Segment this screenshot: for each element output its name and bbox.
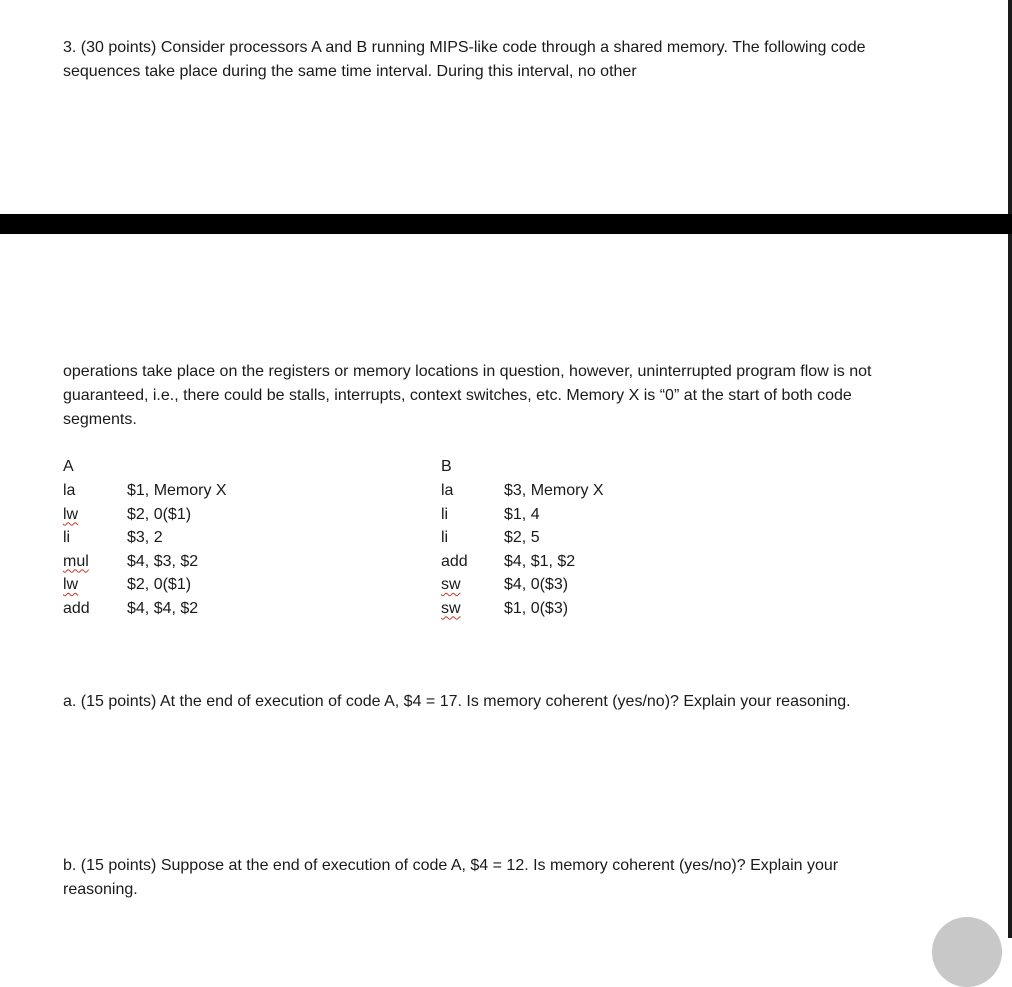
question-intro-part1: 3. (30 points) Consider processors A and B running MIPS-like code through a shared memory. The following code sequences take place during the same time interval. During this interval, no other: [63, 39, 866, 80]
code-a-arg: $4, $4, $2: [127, 599, 199, 617]
code-b-op: la: [441, 482, 454, 499]
code-b-arg: $4, 0($3): [504, 576, 569, 593]
code-a-arg: $2, 0($1): [127, 576, 192, 593]
code-b-op: sw: [441, 576, 461, 593]
code-b-header-label: B: [441, 458, 452, 475]
code-b-op: add: [441, 552, 468, 570]
code-b-arg: $4, $1, $2: [504, 552, 576, 570]
code-a-op: la: [63, 482, 76, 499]
code-a-header-label: A: [63, 458, 74, 475]
question-intro-part2: operations take place on the registers or memory locations in question, however, uninterrupted program flow is not guaranteed, i.e., there could be stalls, interrupts, context switches, etc. Memory X is “0” at the start of both code segments.: [63, 363, 872, 428]
code-b-op: li: [441, 505, 449, 523]
code-b-ops: [441, 479, 468, 620]
code-b-op: sw: [441, 599, 461, 617]
code-a-arg: $4, $3, $2: [127, 552, 199, 570]
code-a-op: lw: [63, 576, 79, 593]
part-a-question: a. (15 points) At the end of execution of code A, $4 = 17. Is memory coherent (yes/no)? Explain your reasoning.: [63, 693, 851, 710]
code-a-op: lw: [63, 505, 79, 523]
page-divider-bar: [0, 214, 1012, 234]
code-a-arg: $1, Memory X: [127, 482, 227, 499]
code-b-arg: $1, 0($3): [504, 599, 569, 617]
floating-circle-button[interactable]: [932, 917, 1002, 987]
code-a-op: mul: [63, 552, 89, 570]
code-a-op: li: [63, 529, 71, 546]
code-b-args: [504, 479, 604, 620]
code-b-arg: $3, Memory X: [504, 482, 604, 499]
code-a-op: add: [63, 599, 90, 617]
code-a-arg: $2, 0($1): [127, 505, 192, 523]
code-b-op: li: [441, 529, 449, 546]
page-edge-bottom: [1008, 234, 1012, 938]
page-edge-top: [1008, 0, 1012, 214]
code-a-header: [63, 455, 74, 479]
code-b-arg: $1, 4: [504, 505, 540, 523]
code-a-ops: [63, 479, 90, 620]
code-a-args: [127, 479, 227, 620]
part-b-question: b. (15 points) Suppose at the end of execution of code A, $4 = 12. Is memory coherent (yes/no)? Explain your reasoning.: [63, 857, 839, 898]
code-b-arg: $2, 5: [504, 529, 540, 546]
code-b-header: [441, 455, 452, 479]
code-a-arg: $3, 2: [127, 529, 163, 546]
